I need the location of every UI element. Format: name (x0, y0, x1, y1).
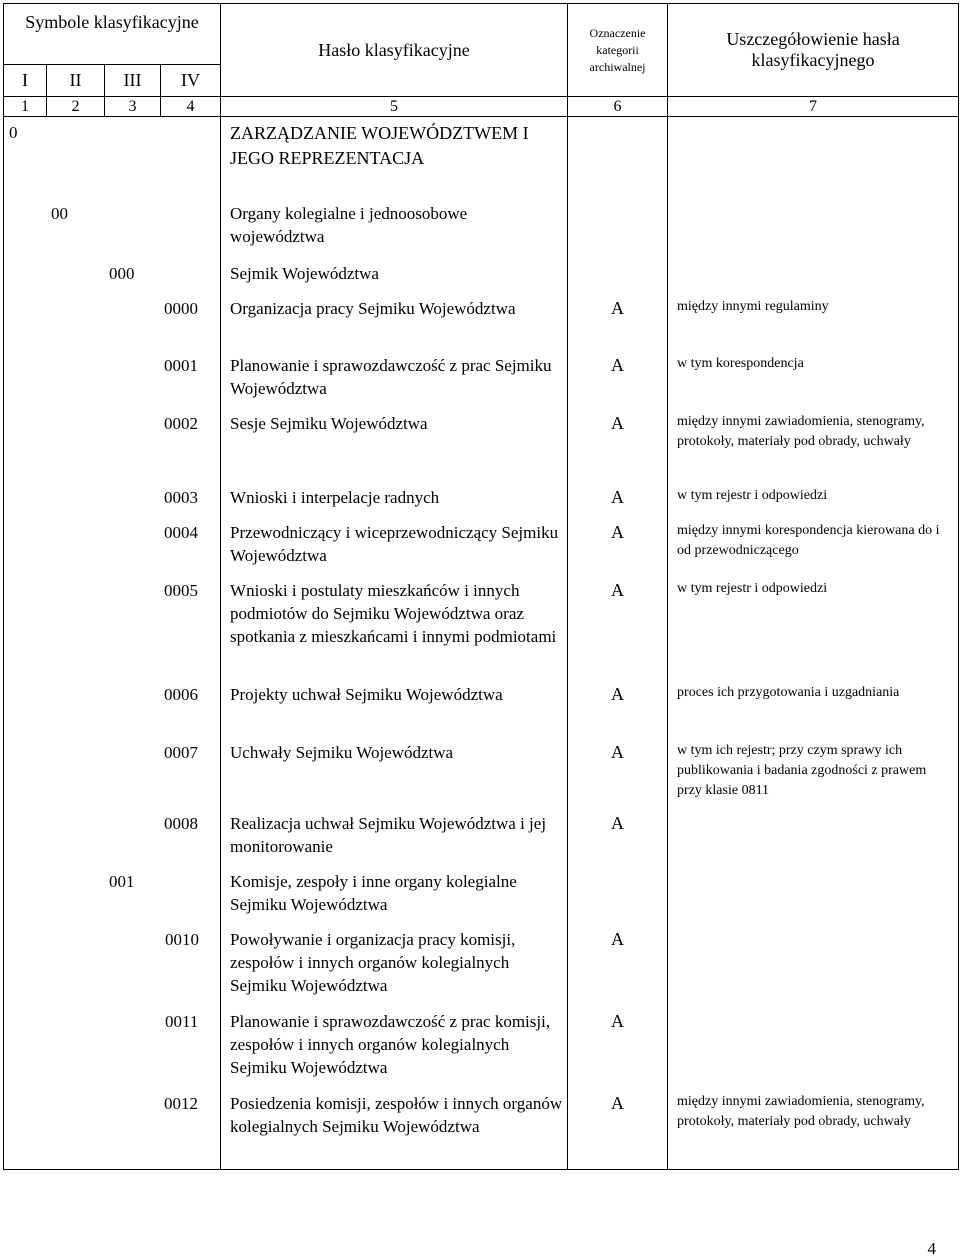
class-title: Komisje, zespoły i inne organy kolegialne Sejmiku Województwa (221, 870, 568, 928)
class-detail: w tym rejestr i odpowiedzi (668, 579, 959, 683)
column-number: 4 (161, 97, 221, 117)
class-code: 0005 (4, 579, 221, 683)
class-title: Uchwały Sejmiku Województwa (221, 741, 568, 812)
class-title: Sejmik Województwa (221, 262, 568, 297)
archival-category: A (568, 812, 668, 870)
table-row (4, 262, 959, 297)
column-number: 5 (221, 97, 568, 117)
table-row (4, 741, 959, 812)
class-code: 0007 (4, 741, 221, 812)
table-row (4, 297, 959, 354)
archival-category: A (568, 521, 668, 579)
class-title: Planowanie i sprawozdawczość z prac Sejmiku Województwa (221, 354, 568, 412)
column-number: 3 (105, 97, 161, 117)
class-title: Wnioski i postulaty mieszkańców i innych podmiotów do Sejmiku Województwa oraz spotkania z mieszkańcami i innymi podmiotami (221, 579, 568, 683)
class-detail: w tym korespondencja (668, 354, 959, 412)
table-row (4, 928, 959, 1010)
category-header: Oznaczenie kategorii archiwalnej (568, 4, 668, 97)
level-header-2: II (47, 65, 105, 97)
archival-category: A (568, 928, 668, 1010)
class-code: 0002 (4, 412, 221, 486)
table-row (4, 870, 959, 928)
class-title: Realizacja uchwał Sejmiku Województwa i jej monitorowanie (221, 812, 568, 870)
archival-category: A (568, 683, 668, 741)
class-detail: między innymi zawiadomienia, stenogramy, protokoły, materiały pod obrady, uchwały (668, 412, 959, 486)
class-detail (668, 117, 959, 202)
class-code: 0000 (4, 297, 221, 354)
class-detail (668, 202, 959, 262)
class-detail: proces ich przygotowania i uzgadniania (668, 683, 959, 741)
table-row (4, 117, 959, 202)
class-title: Planowanie i sprawozdawczość z prac komisji, zespołów i innych organów kolegialnych Sejmiku Województwa (221, 1010, 568, 1092)
archival-category: A (568, 1010, 668, 1092)
classification-table (3, 3, 959, 1170)
archival-category (568, 262, 668, 297)
class-detail (668, 928, 959, 1010)
table-row (4, 486, 959, 521)
class-title: Sesje Sejmiku Województwa (221, 412, 568, 486)
column-number: 6 (568, 97, 668, 117)
column-number: 7 (668, 97, 959, 117)
class-detail (668, 1010, 959, 1092)
table-row (4, 812, 959, 870)
class-detail: w tym ich rejestr; przy czym sprawy ich publikowania i badania zgodności z prawem przy klasie 0811 (668, 741, 959, 812)
class-detail (668, 870, 959, 928)
class-code: 0011 (4, 1010, 221, 1092)
class-title: ZARZĄDZANIE WOJEWÓDZTWEM I JEGO REPREZENTACJA (221, 117, 568, 202)
class-title: Projekty uchwał Sejmiku Województwa (221, 683, 568, 741)
class-detail (668, 812, 959, 870)
class-title: Posiedzenia komisji, zespołów i innych organów kolegialnych Sejmiku Województwa (221, 1092, 568, 1170)
column-number: 1 (4, 97, 47, 117)
table-row (4, 354, 959, 412)
archival-category (568, 870, 668, 928)
class-code: 0004 (4, 521, 221, 579)
class-title: Organy kolegialne i jednoosobowe województwa (221, 202, 568, 262)
level-header-4: IV (161, 65, 221, 97)
class-detail (668, 262, 959, 297)
class-code: 0 (4, 117, 221, 202)
class-code: 0008 (4, 812, 221, 870)
archival-category: A (568, 354, 668, 412)
class-title: Powoływanie i organizacja pracy komisji, zespołów i innych organów kolegialnych Sejmiku Województwa (221, 928, 568, 1010)
detail-header: Uszczegółowienie hasła klasyfikacyjnego (668, 4, 959, 97)
archival-category: A (568, 741, 668, 812)
archival-category: A (568, 412, 668, 486)
title-header: Hasło klasyfikacyjne (221, 4, 568, 97)
page-number: 4 (927, 1239, 936, 1258)
table-row (4, 412, 959, 486)
class-detail: między innymi korespondencja kierowana do i od przewodniczącego (668, 521, 959, 579)
symbols-header: Symbole klasyfikacyjne (4, 4, 221, 65)
table-row (4, 1092, 959, 1170)
table-row (4, 202, 959, 262)
archival-category: A (568, 579, 668, 683)
class-code: 00 (4, 202, 221, 262)
archival-category (568, 202, 668, 262)
class-title: Przewodniczący i wiceprzewodniczący Sejmiku Województwa (221, 521, 568, 579)
level-header-1: I (4, 65, 47, 97)
class-detail: między innymi regulaminy (668, 297, 959, 354)
table-row (4, 521, 959, 579)
class-code: 0001 (4, 354, 221, 412)
level-header-3: III (105, 65, 161, 97)
class-detail: w tym rejestr i odpowiedzi (668, 486, 959, 521)
class-code: 000 (4, 262, 221, 297)
archival-category (568, 117, 668, 202)
class-code: 0003 (4, 486, 221, 521)
archival-category: A (568, 1092, 668, 1170)
class-title: Organizacja pracy Sejmiku Województwa (221, 297, 568, 354)
table-row (4, 1010, 959, 1092)
class-code: 0010 (4, 928, 221, 1010)
archival-category: A (568, 297, 668, 354)
class-title: Wnioski i interpelacje radnych (221, 486, 568, 521)
table-row (4, 579, 959, 683)
class-detail: między innymi zawiadomienia, stenogramy, protokoły, materiały pod obrady, uchwały (668, 1092, 959, 1170)
column-number: 2 (47, 97, 105, 117)
class-code: 001 (4, 870, 221, 928)
archival-category: A (568, 486, 668, 521)
class-code: 0006 (4, 683, 221, 741)
table-row (4, 683, 959, 741)
class-code: 0012 (4, 1092, 221, 1170)
